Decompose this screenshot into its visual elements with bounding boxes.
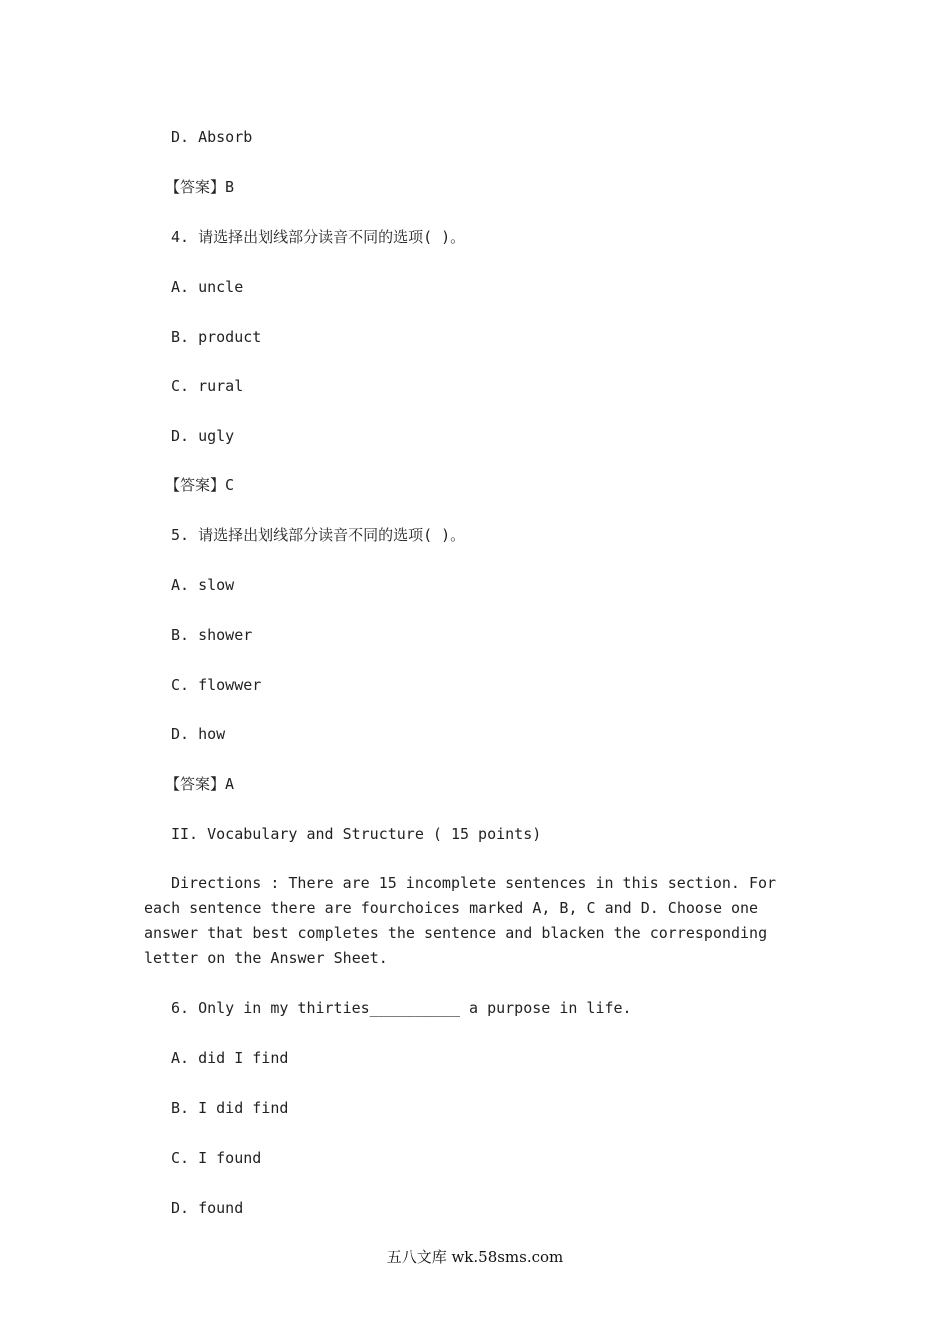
section-title: II. Vocabulary and Structure ( 15 points) [171,825,542,843]
q5-answer: 【答案】A [165,775,235,793]
q4-answer: 【答案】C [165,476,235,494]
q6-option-b: B. I did find [171,1099,289,1117]
q5-question: 5. 请选择出划线部分读音不同的选项( )。 [171,526,466,544]
q6-option-a: A. did I find [171,1049,289,1067]
q4-question: 4. 请选择出划线部分读音不同的选项( )。 [171,228,466,246]
q5-option-b: B. shower [171,626,253,644]
q6-option-d: D. found [171,1199,244,1217]
q3-answer: 【答案】B [165,178,235,196]
q4-option-d: D. ugly [171,427,235,445]
q6-question: 6. Only in my thirties__________ a purpose in life. [171,999,632,1017]
q4-option-a: A. uncle [171,278,244,296]
q5-option-c: C. flowwer [171,676,262,694]
q5-option-a: A. slow [171,576,235,594]
directions-paragraph: Directions : There are 15 incomplete sentences in this section. For each sentence there are fourchoices marked A, B, C and D. Choose one answer that best completes the sentence and blacken the corresponding letter on the Answer Sheet. [144,874,777,967]
q4-option-b: B. product [171,328,262,346]
q5-option-d: D. how [171,725,226,743]
page-footer: 五八文库 wk.58sms.com [386,1248,564,1266]
q6-option-c: C. I found [171,1149,262,1167]
q4-option-c: C. rural [171,377,244,395]
q3-option-d: D. Absorb [171,128,253,146]
